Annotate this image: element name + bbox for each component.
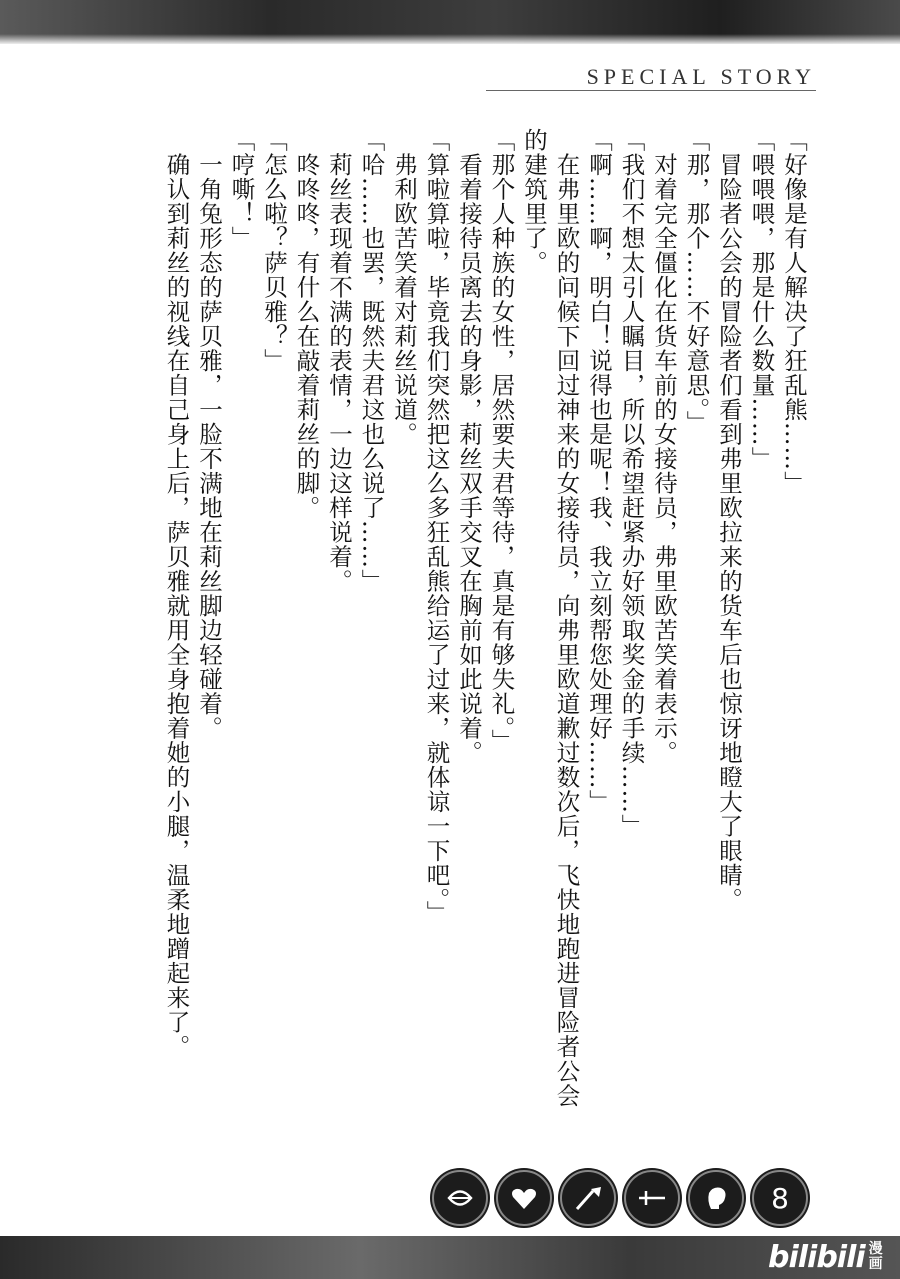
paragraph: 「那个人种族的女性，居然要夫君等待，真是有够失礼。」 xyxy=(487,128,516,754)
paragraph: 莉丝表现着不满的表情，一边这样说着。 xyxy=(325,128,353,594)
bottom-decorative-band xyxy=(0,1236,900,1279)
paragraph: 「哈……也罢，既然夫君这也么说了……」 xyxy=(357,128,386,594)
page-number: 8 xyxy=(752,1170,808,1226)
paragraph: 冒险者公会的冒险者们看到弗里欧拉来的货车后也惊讶地瞪大了眼睛。 xyxy=(715,128,743,912)
paragraph: 弗利欧苦笑着对莉丝说道。 xyxy=(390,128,418,447)
chapter-header-title: SPECIAL STORY xyxy=(586,64,816,89)
logo-word: bilibili xyxy=(768,1239,865,1275)
bilibili-comics-logo xyxy=(768,1238,896,1276)
paragraph: 「哼嘶！」 xyxy=(227,128,256,251)
paragraph: 「那，那个……不好意思。」 xyxy=(682,128,711,435)
sword-icon xyxy=(624,1170,680,1226)
paragraph: 咚咚咚，有什么在敲着莉丝的脚。 xyxy=(292,128,321,520)
paragraph: 看着接待员离去的身影，莉丝双手交叉在胸前如此说着。 xyxy=(455,128,483,765)
story-text-column xyxy=(100,128,810,1128)
logo-subtitle: 漫 画 xyxy=(868,1241,883,1272)
paragraph: 确认到莉丝的视线在自己身上后，萨贝雅就用全身抱着她的小腿，温柔地蹭起来了。 xyxy=(162,128,191,1059)
paragraph: 「好像是有人解决了狂乱熊……」 xyxy=(780,128,808,496)
paragraph: 「算啦算啦，毕竟我们突然把这么多狂乱熊给运了过来，就体谅一下吧。」 xyxy=(422,128,451,925)
paragraph: 对着完全僵化在货车前的女接待员，弗里欧苦笑着表示。 xyxy=(650,128,678,765)
paragraph: 「啊……啊，明白！说得也是呢！我、我立刻帮您处理好……」 xyxy=(585,128,613,814)
paragraph: 在弗里欧的问候下回过神来的女接待员，向弗里欧道歉过数次后，飞快地跑进冒险者公会的建筑里了。 xyxy=(520,128,581,1108)
paragraph: 一角兔形态的萨贝雅，一脸不满地在莉丝脚边轻碰着。 xyxy=(195,128,223,741)
paragraph: 「我们不想太引人瞩目，所以希望赶紧办好领取奖金的手续……」 xyxy=(617,128,646,839)
heart-icon xyxy=(496,1170,552,1226)
head-silhouette-icon xyxy=(688,1170,744,1226)
footer-emblem-row xyxy=(432,1170,812,1232)
paragraph: 「怎么啦？萨贝雅？」 xyxy=(260,128,288,373)
paragraph: 「喂喂喂，那是什么数量……」 xyxy=(747,128,776,471)
bow-icon xyxy=(432,1170,488,1226)
top-decorative-band xyxy=(0,0,900,44)
header-rule xyxy=(486,90,816,91)
broom-icon xyxy=(560,1170,616,1226)
